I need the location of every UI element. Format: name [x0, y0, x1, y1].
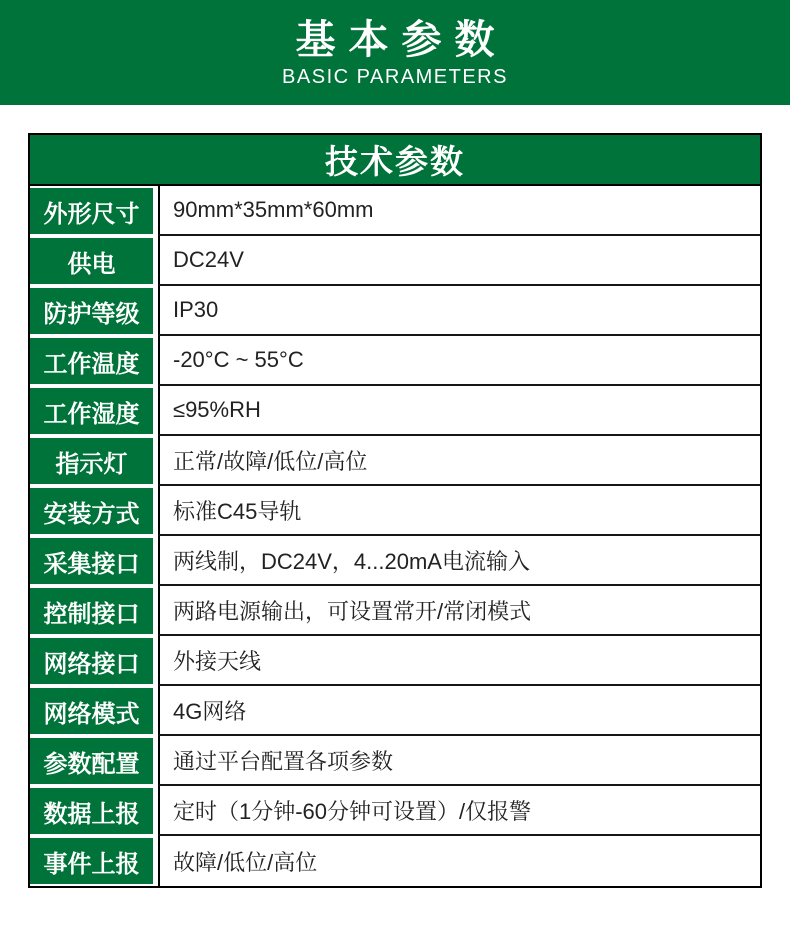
table-row	[30, 736, 760, 786]
row-label-cell	[30, 236, 158, 286]
row-label-cell	[30, 836, 158, 886]
row-value: 正常/故障/低位/高位	[158, 436, 760, 486]
row-label-cell	[30, 686, 158, 736]
row-value: 两线制，DC24V，4...20mA电流输入	[158, 536, 760, 586]
spec-table	[28, 133, 762, 888]
table-row	[30, 686, 760, 736]
row-label-cell	[30, 436, 158, 486]
row-label: 防护等级	[30, 288, 153, 334]
row-label-cell	[30, 586, 158, 636]
table-row	[30, 286, 760, 336]
row-label-cell	[30, 636, 158, 686]
spec-table-header: 技术参数	[30, 135, 760, 186]
row-value: 标准C45导轨	[158, 486, 760, 536]
table-row	[30, 636, 760, 686]
row-value: 通过平台配置各项参数	[158, 736, 760, 786]
row-value: 90mm*35mm*60mm	[158, 186, 760, 236]
row-label: 外形尺寸	[30, 188, 153, 234]
table-row	[30, 586, 760, 636]
table-row	[30, 186, 760, 236]
row-label: 工作温度	[30, 338, 153, 384]
row-value: 故障/低位/高位	[158, 836, 760, 886]
table-row	[30, 386, 760, 436]
table-row	[30, 436, 760, 486]
row-value: 定时（1分钟-60分钟可设置）/仅报警	[158, 786, 760, 836]
row-label: 工作湿度	[30, 388, 153, 434]
table-row	[30, 536, 760, 586]
row-label: 安装方式	[30, 488, 153, 534]
row-label: 网络接口	[30, 638, 153, 684]
row-label-cell	[30, 486, 158, 536]
table-row	[30, 236, 760, 286]
row-label: 参数配置	[30, 738, 153, 784]
row-label: 控制接口	[30, 588, 153, 634]
row-label-cell	[30, 736, 158, 786]
row-label-cell	[30, 536, 158, 586]
table-row	[30, 786, 760, 836]
row-value: -20°C ~ 55°C	[158, 336, 760, 386]
row-value: 两路电源输出，可设置常开/常闭模式	[158, 586, 760, 636]
row-label: 网络模式	[30, 688, 153, 734]
row-value: IP30	[158, 286, 760, 336]
row-value: ≤95%RH	[158, 386, 760, 436]
row-label: 采集接口	[30, 538, 153, 584]
row-value: DC24V	[158, 236, 760, 286]
banner-title: 基本参数	[295, 17, 508, 62]
row-label-cell	[30, 286, 158, 336]
row-label-cell	[30, 186, 158, 236]
row-label-cell	[30, 786, 158, 836]
table-row	[30, 836, 760, 886]
row-label: 指示灯	[30, 438, 153, 484]
row-label: 事件上报	[30, 838, 153, 884]
banner-subtitle: BASIC PARAMETERS	[282, 65, 508, 88]
row-value: 4G网络	[158, 686, 760, 736]
row-label-cell	[30, 336, 158, 386]
section-banner	[0, 0, 790, 105]
row-label: 供电	[30, 238, 153, 284]
table-row	[30, 486, 760, 536]
table-row	[30, 336, 760, 386]
row-value: 外接天线	[158, 636, 760, 686]
row-label-cell	[30, 386, 158, 436]
row-label: 数据上报	[30, 788, 153, 834]
